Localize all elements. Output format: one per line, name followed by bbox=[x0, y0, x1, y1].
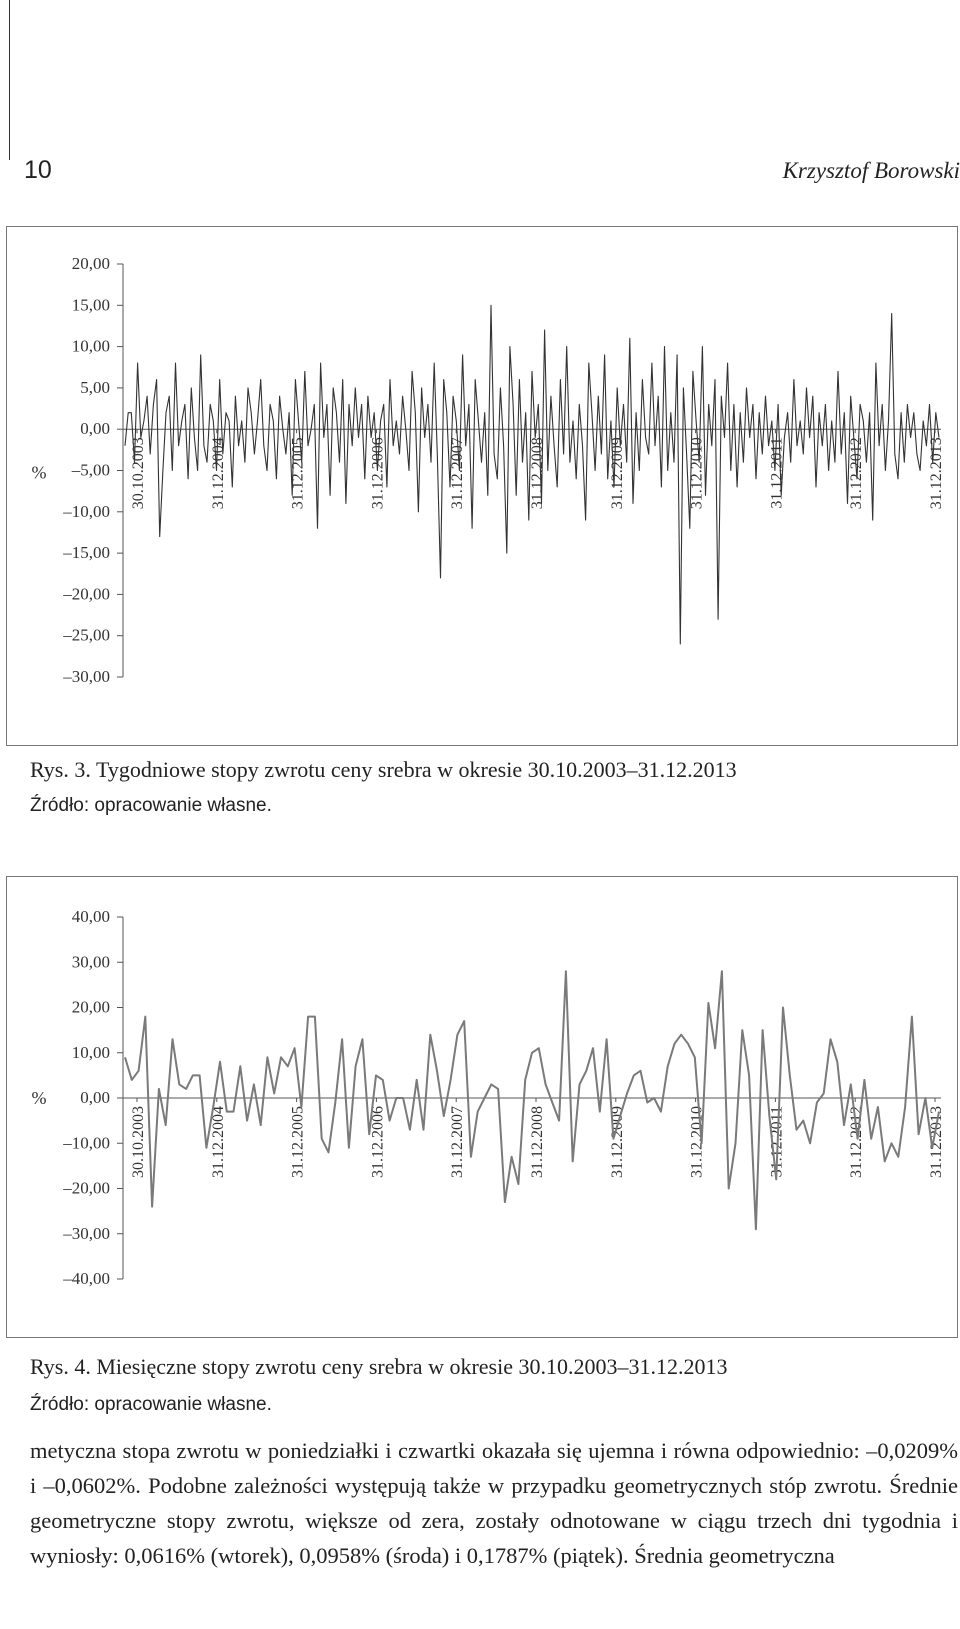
figure-3-chart-frame bbox=[6, 226, 958, 746]
y-axis-unit-label: % bbox=[31, 1088, 47, 1108]
series-line bbox=[125, 971, 939, 1229]
x-tick-label: 31.12.2010 bbox=[688, 1106, 706, 1178]
y-tick-label: –30,00 bbox=[63, 1223, 110, 1243]
x-tick-label: 31.12.2006 bbox=[369, 1106, 387, 1178]
x-tick-label: 31.12.2011 bbox=[768, 437, 786, 509]
x-tick-label: 30.10.2003 bbox=[130, 1106, 147, 1178]
x-tick-label: 31.12.2010 bbox=[688, 437, 706, 510]
y-tick-label: 20,00 bbox=[71, 997, 110, 1017]
x-tick-label: 31.12.2009 bbox=[608, 437, 626, 510]
y-tick-label: –5,00 bbox=[71, 460, 110, 480]
x-tick-label: 31.12.2013 bbox=[928, 437, 945, 510]
y-tick-label: –10,00 bbox=[63, 501, 110, 521]
x-tick-label: 31.12.2004 bbox=[209, 1106, 227, 1178]
y-tick-label: –30,00 bbox=[63, 667, 110, 686]
x-tick-label: 31.12.2009 bbox=[608, 1106, 626, 1178]
y-tick-label: 15,00 bbox=[71, 295, 110, 315]
running-header-author: Krzysztof Borowski bbox=[782, 158, 960, 183]
x-tick-label: 31.12.2005 bbox=[289, 437, 307, 510]
figure-3-source: Źródło: opracowanie własne. bbox=[30, 795, 272, 816]
y-tick-label: –25,00 bbox=[63, 625, 110, 645]
y-tick-label: –20,00 bbox=[63, 584, 110, 604]
x-tick-label: 31.12.2008 bbox=[529, 1106, 546, 1178]
figure-3-chart bbox=[7, 227, 957, 745]
figure-4-chart bbox=[7, 877, 957, 1337]
y-tick-label: 30,00 bbox=[71, 952, 110, 972]
y-tick-label: –10,00 bbox=[63, 1133, 110, 1153]
y-tick-label: 0,00 bbox=[80, 1088, 110, 1107]
y-tick-label: 20,00 bbox=[71, 254, 110, 273]
y-tick-label: 10,00 bbox=[71, 1042, 110, 1062]
margin-rule bbox=[9, 0, 10, 160]
figure-3-caption: Rys. 3. Tygodniowe stopy zwrotu ceny srebra w okresie 30.10.2003–31.12.2013 bbox=[30, 757, 737, 782]
x-tick-label: 30.10.2003 bbox=[130, 437, 147, 510]
x-tick-label: 31.12.2005 bbox=[289, 1106, 307, 1178]
figure-4-caption: Rys. 4. Miesięczne stopy zwrotu ceny srebra w okresie 30.10.2003–31.12.2013 bbox=[30, 1354, 728, 1379]
x-tick-label: 31.12.2012 bbox=[848, 1106, 866, 1178]
x-tick-label: 31.12.2007 bbox=[449, 437, 467, 510]
y-tick-label: –40,00 bbox=[63, 1269, 110, 1288]
y-axis-unit-label: % bbox=[31, 462, 47, 483]
body-paragraph: metyczna stopa zwrotu w poniedziałki i czwartki okazała się ujemna i równa odpowiednio: –0,0209% i –0,0602%. Podobne zależności występują także w przypadku geometrycznych stóp zwrotu. Średnie geometryczne stopy zwrotu, większe od zera, zostały odnotowane w ciągu trzech dni tygodnia i wyniosły: 0,0616% (wtorek), 0,0958% (środa) i 0,1787% (piątek). Średnia geometryczna bbox=[30, 1438, 958, 1568]
figure-4-source: Źródło: opracowanie własne. bbox=[30, 1394, 272, 1415]
x-tick-label: 31.12.2006 bbox=[369, 437, 387, 510]
body-text bbox=[30, 1433, 958, 1573]
x-tick-label: 31.12.2011 bbox=[768, 1106, 786, 1178]
figure-4-chart-frame bbox=[6, 876, 958, 1338]
page-number: 10 bbox=[24, 156, 52, 184]
y-tick-label: 0,00 bbox=[80, 419, 110, 439]
y-tick-label: –15,00 bbox=[63, 543, 110, 563]
x-tick-label: 31.12.2013 bbox=[928, 1106, 945, 1178]
x-tick-label: 31.12.2012 bbox=[848, 437, 866, 510]
y-tick-label: 5,00 bbox=[80, 377, 110, 397]
x-tick-label: 31.12.2004 bbox=[209, 437, 227, 510]
x-tick-label: 31.12.2007 bbox=[449, 1106, 467, 1178]
y-tick-label: 10,00 bbox=[71, 336, 110, 356]
y-tick-label: 40,00 bbox=[71, 907, 110, 926]
x-tick-label: 31.12.2008 bbox=[529, 437, 546, 510]
y-tick-label: –20,00 bbox=[63, 1178, 110, 1198]
